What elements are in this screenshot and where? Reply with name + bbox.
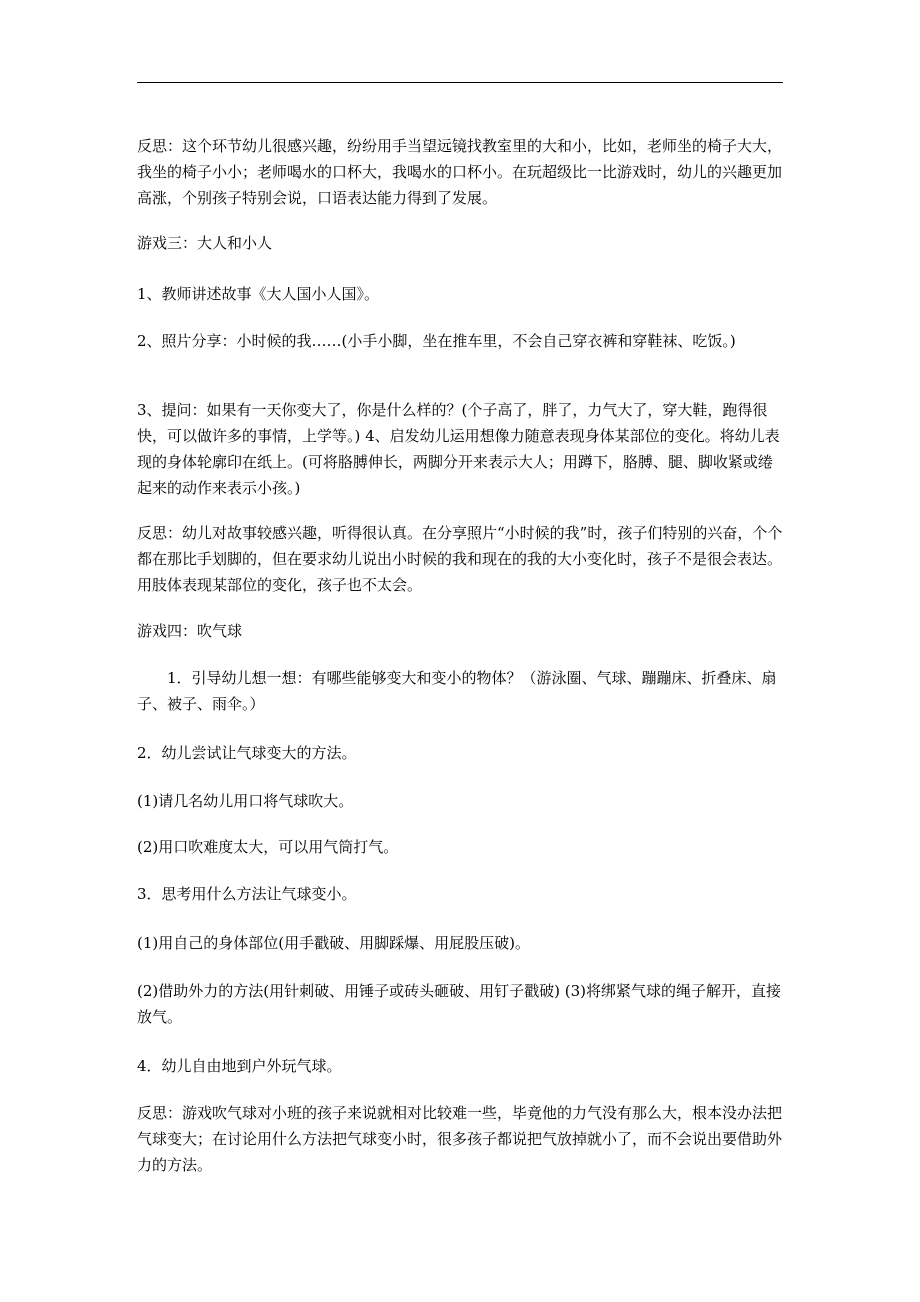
step-paragraph: 1、教师讲述故事《大人国小人国》。 <box>137 285 380 303</box>
step-paragraph: 2、照片分享：小时候的我……(小手小脚，坐在推车里，不会自己穿衣裤和穿鞋袜、吃饭。) <box>137 332 736 350</box>
reflection-paragraph-3: 反思：游戏吹气球对小班的孩子来说就相对比较难一些，毕竟他的力气没有那么大，根本没办法把气球变大；在讨论用什么方法把气球变小时，很多孩子都说把气放掉就小了，而不会说出要借助外力的方法。 <box>137 1104 783 1174</box>
section-heading-game-four: 游戏四：吹气球 <box>137 622 243 640</box>
reflection-paragraph-1: 反思：这个环节幼儿很感兴趣，纷纷用手当望远镜找教室里的大和小，比如，老师坐的椅子大大，我坐的椅子小小；老师喝水的口杯大，我喝水的口杯小。在玩超级比一比游戏时，幼儿的兴趣更加高涨，个别孩子特别会说，口语表达能力得到了发展。 <box>137 137 783 207</box>
header-rule <box>137 82 783 83</box>
sub-step-paragraph: (2)借助外力的方法(用针刺破、用锤子或砖头砸破、用钉子戳破) (3)将绑紧气球的绳子解开，直接放气。 <box>137 982 781 1026</box>
step-paragraph: 3、提问：如果有一天你变大了，你是什么样的？(个子高了，胖了，力气大了，穿大鞋，跑得很快，可以做许多的事情，上学等。) 4、启发幼儿运用想像力随意表现身体某部位的变化。将幼儿表现的身体轮廓印在纸上。(可将胳膊伸长，两脚分开来表示大人；用蹲下，胳膊、腿、脚收紧或绻起来的动作来表示小孩。) <box>137 401 780 497</box>
sub-step-paragraph: (1)请几名幼儿用口将气球吹大。 <box>137 792 354 810</box>
step-paragraph: 2．幼儿尝试让气球变大的方法。 <box>137 744 357 762</box>
step-paragraph: 1．引导幼儿想一想：有哪些能够变大和变小的物体？（游泳圈、气球、蹦蹦床、折叠床、扇子、被子、雨伞。） <box>137 669 777 713</box>
reflection-paragraph-2: 反思：幼儿对故事较感兴趣，听得很认真。在分享照片“小时候的我”时，孩子们特别的兴奋，个个都在那比手划脚的，但在要求幼儿说出小时候的我和现在的我的大小变化时，孩子不是很会表达。用肢体表现某部位的变化，孩子也不太会。 <box>137 524 783 594</box>
sub-step-paragraph: (1)用自己的身体部位(用手戳破、用脚踩爆、用屁股压破)。 <box>137 934 530 952</box>
step-paragraph: 4．幼儿自由地到户外玩气球。 <box>137 1057 342 1075</box>
step-paragraph: 3．思考用什么方法让气球变小。 <box>137 885 357 903</box>
sub-step-paragraph: (2)用口吹难度太大，可以用气筒打气。 <box>137 838 399 856</box>
section-heading-game-three: 游戏三：大人和小人 <box>137 234 273 252</box>
